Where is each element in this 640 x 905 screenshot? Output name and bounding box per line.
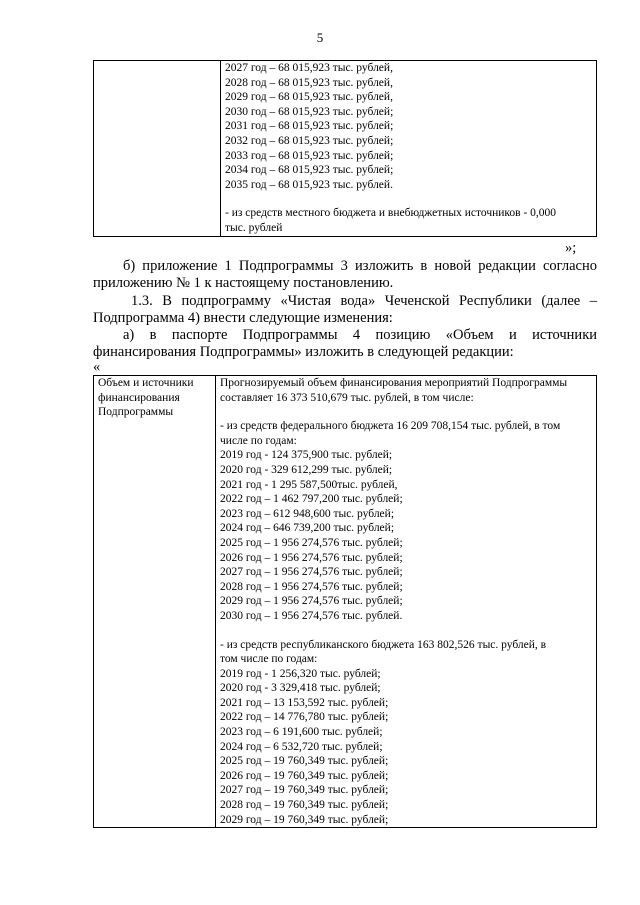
- table2-federal-line: 2019 год - 124 375,900 тыс. рублей;: [220, 449, 393, 462]
- table2-republic-line: 2026 год – 19 760,349 тыс. рублей;: [220, 769, 389, 782]
- table2-republic-line: 2024 год – 6 532,720 тыс. рублей;: [220, 740, 383, 753]
- table1-line: 2034 год – 68 015,923 тыс. рублей;: [225, 164, 394, 177]
- paragraph-a: а) в паспорте Подпрограммы 4 позицию «Объем и источники финансирования Подпрограммы» изложить в следующей редакции:: [93, 327, 597, 360]
- table2-federal-line: 2026 год – 1 956 274,576 тыс. рублей;: [220, 551, 403, 564]
- closing-quote: »;: [565, 240, 577, 256]
- table2-republic-line: 2023 год – 6 191,600 тыс. рублей;: [220, 726, 383, 739]
- table2-republic-line: 2021 год – 13 153,592 тыс. рублей;: [220, 696, 389, 709]
- table2-left-cell: [94, 376, 216, 828]
- table1-line: 2027 год – 68 015,923 тыс. рублей,: [225, 62, 393, 74]
- table2-federal-line: - из средств федерального бюджета 16 209 708,154 тыс. рублей, в том: [220, 420, 561, 433]
- table2-republic-line: 2019 год - 1 256,320 тыс. рублей;: [220, 667, 381, 680]
- table1-line: 2029 год – 68 015,923 тыс. рублей,: [225, 91, 393, 104]
- table2-left-line: финансирования: [98, 391, 180, 404]
- table1-line: 2033 год – 68 015,923 тыс. рублей;: [225, 149, 394, 162]
- table2-republic-line: 2020 год - 3 329,418 тыс. рублей;: [220, 682, 381, 695]
- table2-federal-line: 2021 год - 1 295 587,500тыс. рублей,: [220, 478, 398, 491]
- table2-republic-line: 2029 год – 19 760,349 тыс. рублей;: [220, 813, 389, 826]
- table2-federal-line: числе по годам:: [220, 434, 297, 447]
- table1-line: 2032 год – 68 015,923 тыс. рублей;: [225, 134, 394, 147]
- table2-right-cell: [216, 376, 597, 828]
- table2-left-line: Объем и источники: [98, 377, 194, 389]
- table2-republic-line: 2027 год – 19 760,349 тыс. рублей;: [220, 784, 389, 797]
- page-number: 5: [316, 30, 324, 45]
- table2-republic-line: 2022 год – 14 776,780 тыс. рублей;: [220, 711, 389, 724]
- paragraph-1-3: 1.3. В подпрограмму «Чистая вода» Чеченской Республики (далее – Подпрограмма 4) внести следующие изменения:: [93, 293, 597, 326]
- table1-line: 2030 год – 68 015,923 тыс. рублей;: [225, 105, 394, 118]
- table2-federal-line: 2025 год – 1 956 274,576 тыс. рублей;: [220, 536, 403, 549]
- table2-federal-line: 2029 год – 1 956 274,576 тыс. рублей;: [220, 595, 403, 608]
- opening-quote: «: [93, 359, 101, 375]
- table1-left-cell: [94, 61, 221, 237]
- table2-federal-line: 2022 год – 1 462 797,200 тыс. рублей;: [220, 493, 403, 506]
- table2-intro: Прогнозируемый объем финансирования мероприятий Подпрограммы: [220, 377, 568, 389]
- table1-local-budget: - из средств местного бюджета и внебюджетных источников - 0,000: [225, 207, 557, 220]
- table2-republic-line: - из средств республиканского бюджета 163 802,526 тыс. рублей, в: [220, 638, 547, 651]
- table2-federal-line: 2020 год - 329 612,299 тыс. рублей;: [220, 463, 393, 476]
- table2-republic-line: том числе по годам:: [220, 653, 318, 666]
- table1-line: 2035 год – 68 015,923 тыс. рублей.: [225, 178, 393, 191]
- table1-line: 2028 год – 68 015,923 тыс. рублей,: [225, 76, 393, 89]
- table2-republic-line: 2025 год – 19 760,349 тыс. рублей;: [220, 755, 389, 768]
- table1-local-budget: тыс. рублей: [225, 221, 283, 234]
- paragraph-b: б) приложение 1 Подпрограммы 3 изложить в новой редакции согласно приложению № 1 к настоящему постановлению.: [93, 258, 597, 291]
- table2-federal-line: 2028 год – 1 956 274,576 тыс. рублей;: [220, 580, 403, 593]
- table2-federal-line: 2027 год – 1 956 274,576 тыс. рублей;: [220, 566, 403, 579]
- table2-republic-line: 2028 год – 19 760,349 тыс. рублей;: [220, 799, 389, 812]
- funding-table: [93, 375, 597, 828]
- table2-left-line: Подпрограммы: [98, 406, 174, 419]
- table2-intro: составляет 16 373 510,679 тыс. рублей, в том числе:: [220, 391, 474, 404]
- table2-federal-line: 2023 год – 612 948,600 тыс. рублей;: [220, 507, 395, 520]
- table2-federal-line: 2024 год – 646 739,200 тыс. рублей;: [220, 522, 395, 535]
- table1-line: 2031 год – 68 015,923 тыс. рублей;: [225, 120, 394, 133]
- table2-federal-line: 2030 год – 1 956 274,576 тыс. рублей.: [220, 609, 403, 622]
- funding-table-continued: [93, 60, 597, 237]
- table1-right-cell: [221, 61, 597, 237]
